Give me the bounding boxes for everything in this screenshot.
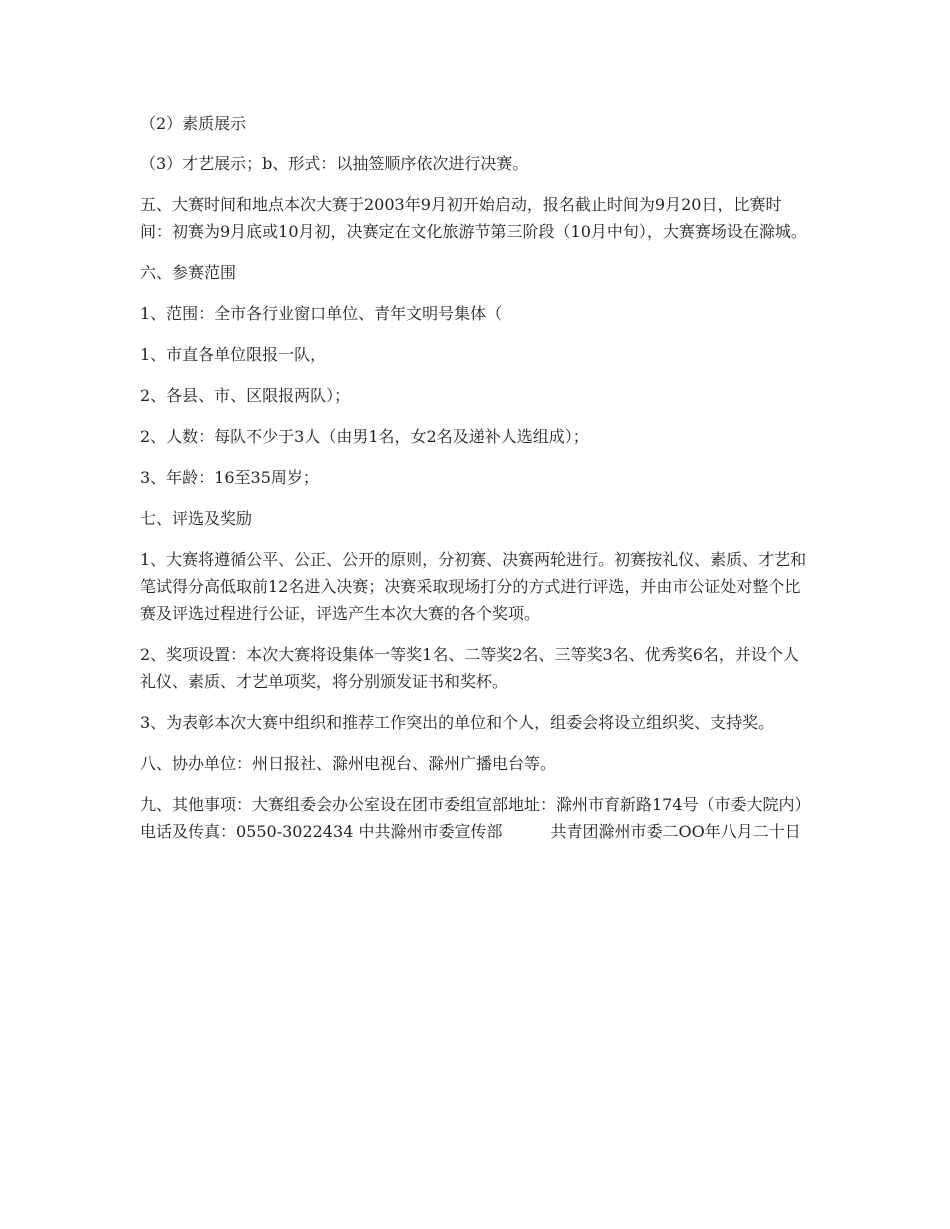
paragraph-time-location: 五、大赛时间和地点本次大赛于2003年9月初开始启动，报名截止时间为9月20日，比赛时间：初赛为9月底或10月初，决赛定在文化旅游节第三阶段（10月中旬），大赛赛场设在滁城。	[140, 195, 807, 241]
paragraph-talent-display: （3）才艺展示；b、形式：以抽签顺序依次进行决赛。	[140, 154, 529, 173]
document-body	[140, 110, 812, 859]
paragraph-selection-rules: 1、大赛将遵循公平、公正、公开的原则，分初赛、决赛两轮进行。初赛按礼仪、素质、才艺和笔试得分高低取前12名进入决赛；决赛采取现场打分的方式进行评选，并由市公证处对整个比赛及评选过程进行公证，评选产生本次大赛的各个奖项。	[140, 550, 807, 623]
paragraph-team-size: 2、人数：每队不少于3人（由男1名，女2名及递补人选组成）；	[140, 427, 589, 446]
paragraph-quality-display: （2）素质展示	[140, 114, 247, 133]
paragraph-other-matters: 九、其他事项：大赛组委会办公室设在团市委组宣部地址：滁州市育新路174号（市委大院内）电话及传真：0550-3022434 中共滁州市委宣传部 共青团滁州市委二OO年八月二十日	[140, 795, 811, 841]
paragraph-county-limit: 2、各县、市、区限报两队）；	[140, 386, 351, 405]
paragraph-co-organizers: 八、协办单位：州日报社、滁州电视台、滁州广播电台等。	[140, 754, 557, 773]
heading-selection-awards: 七、评选及奖励	[140, 509, 253, 528]
paragraph-age: 3、年龄：16至35周岁；	[140, 468, 319, 487]
paragraph-award-setup: 2、奖项设置：本次大赛将设集体一等奖1名、二等奖2名、三等奖3名、优秀奖6名，并设个人礼仪、素质、才艺单项奖，将分别颁发证书和奖杯。	[140, 645, 799, 691]
paragraph-organization-award: 3、为表彰本次大赛中组织和推荐工作突出的单位和个人，组委会将设立组织奖、支持奖。	[140, 713, 775, 732]
paragraph-scope: 1、范围：全市各行业窗口单位、青年文明号集体（	[140, 304, 503, 323]
paragraph-city-units-limit: 1、市直各单位限报一队，	[140, 345, 327, 364]
heading-participation-scope: 六、参赛范围	[140, 263, 237, 282]
